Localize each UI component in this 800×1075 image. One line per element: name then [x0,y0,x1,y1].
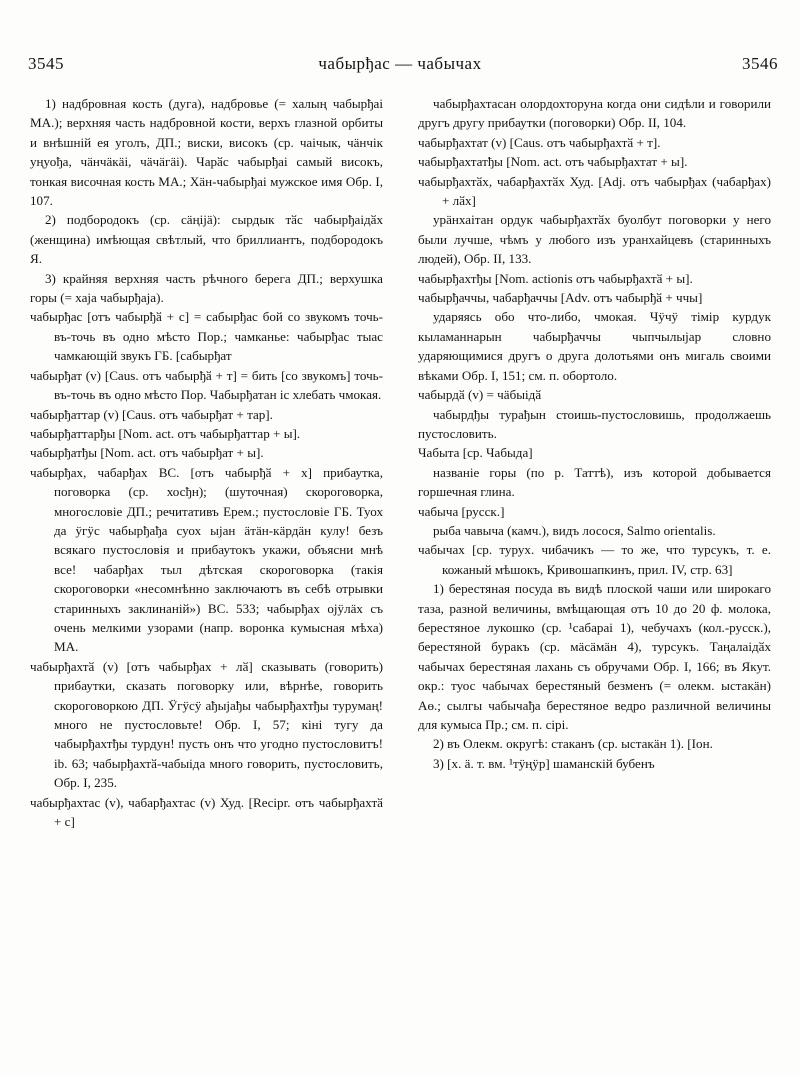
dictionary-entry: чабырђатђы [Nom. act. отъ чабырђат + ы]. [30,445,264,461]
dictionary-entry: чабырђахтӑ (v) [отъ чабырђах + лӑ] сказывать (говорить) прибаутки, сказать поговорку или, вѣрнѣе, говорить скороговоркою ДП. Ӱгӱсӱ ађыјађы чабырђахтђы турумаң! много не пустословьте! Обр. I, 57; кіні тугу да чабырђахтђы турдун! пусть онъ что угодно пустословитъ! ib. 63; чабырђахтӑ-чабыіда много говорить, пустословить, Обр. I, 235. [30,658,383,791]
page-number-right: 3546 [742,54,778,73]
entry-sense: чабырдђы турађын стоишь-пустословишь, продолжаешь пустословить. [418,406,771,441]
dictionary-entry: чабырђаттар (v) [Caus. отъ чабырђат + тар]. [30,406,273,422]
running-header: чабырђас — чабычах [318,54,482,73]
entry-sense: 1) надбровная кость (дуга), надбровье (= халың чабырђаі МА.); верхняя часть надбровной кости, верхъ глазной орбиты и внѣшній ея уголъ, ДП.; виски, високъ (ср. чаічык, чӓнчік уңуођа, чӓнчӓкӓі, чӓчӓгӓі). Чарӑс чабырђаі самый високъ, тонкая височная кость МА.; Хӓн-чабырђаі мужское имя Обр. I, 107. [30,96,383,209]
dictionary-entry: чабырђахтђы [Nom. actionis отъ чабырђахтӑ + ы]. [418,270,693,286]
entry-sense: названіе горы (по р. Таттѣ), изъ которой добывается горшечная глина. [418,464,771,500]
dictionary-entry: чабырђас [отъ чабырђӑ + с] = сабырђас бой со звукомъ точь-въ-точь въ одно мѣсто Пор.; чамканье: чабырђас тыас чамкающій звукъ ГБ. [сабырђат [30,309,383,364]
entry-sense: рыба чавыча (камч.), видъ лосося, Salmo orientalis. [433,522,716,538]
entry-sense: урӓнхаітан ордук чабырђахтӑх буолбут поговорки у него были лучше, чѣмъ у любого изъ уранхайцевъ (старинныхъ людей), Обр. II, 133. [418,212,771,267]
entry-sense: 3) [х. ӓ. т. вм. ¹тӱңӱр] шаманскій бубенъ [433,755,655,771]
dictionary-entry: чабырђат (v) [Caus. отъ чабырђӑ + т] = бить [со звукомъ] точь-въ-точь въ одно мѣсто Пор. Чабырђатан іс хлебать чмокая. [30,367,383,403]
dictionary-entry: чабыча [русск.] [418,503,505,519]
dictionary-entry: чабычах [ср. турух. чибачикъ — то же, что турсукъ, т. е. кожаный мѣшокъ, Кривошапкинъ, прил. IV, стр. 63] [418,542,771,577]
dictionary-entry: чабырђахтас (v), чабарђахтас (v) Худ. [Recipr. отъ чабырђахтӑ + с] [30,794,383,830]
entry-sense: 2) подбородокъ (ср. сӓңijӓ): сырдык тӑс чабырђаідӑх (женщина) имѣющая свѣтлый, что бриллиантъ, подбородокъ Я. [30,212,383,267]
entry-sense: 1) берестяная посуда въ видѣ плоской чаши или широкаго таза, разной величины, вмѣщающая отъ 10 до 20 ф. молока, берестяное лукошко (ср. ¹сабараі 1), чебучахъ (кол.-русск.), берестяной буракъ (ср. мӓсӓмӓн 4), турсукъ. Таңалаідӑх чабычах берестяная лахань съ обручами Обр. I, 166; въ Якут. окр.: туос чабычах берестяный безменъ (= олекм. ыстакӓн) Аө.; сылгы чабычађа берестяное ведро различной величины для кумыса Пр.; см. п. сірі. [418,581,771,732]
dictionary-entry: Чабыта [ср. Чабыда] [418,445,533,461]
dictionary-entry: чабырђаччы, чабарђаччы [Adv. отъ чабырђӑ + ччы] [418,290,703,306]
entry-sense: чабырђахтасан олордохторуна когда они сидѣли и говорили другъ другу прибаутки (поговорки) Обр. II, 104. [418,96,771,131]
entry-sense: ударяясь обо что-либо, чмокая. Чӱчӱ тімір курдук кыламаннарын чабырђаччы чыпчылыјар словно ударяющимися другъ о друга долотьями онъ мигаль своими вѣками Обр. I, 151; см. п. обортоло. [418,309,771,383]
dictionary-entry: чабырдӑ (v) = чӓбыідӑ [418,387,542,403]
left-column [30,94,383,1066]
dictionary-entry: чабырђахтӑх, чабарђахтӑх Худ. [Adj. отъ чабырђах (чабарђах) + лӑх] [418,173,771,209]
entry-sense: 2) въ Олекм. округѣ: стаканъ (ср. ыстакӓн 1). [Іон. [433,736,713,752]
page-number-left: 3545 [28,54,64,73]
dictionary-entry: чабырђах, чабарђах ВС. [отъ чабырђӑ + х] прибаутка, поговорка (ср. хосђн); (шуточная) скороговорка, многословіе ДП.; речитативъ Ерем.; пустословіе ГБ. Туох да ӱгӱс чабырђађа суох ыјан ӓтӓн-кӓрдӓн кулу! безъ всякаго пустословія и прибаутокъ укажи, объясни мнѣ все! чабарђах тыл дѣтская скороговорка (такія скороговорки «несомнѣнно заключаютъ въ себѣ отрывки старинныхъ заклинаній») ВС. 533; чабырђах ојӱлӓх съ очень мелкими узорами (напр. воронка кумысная мѣха) МА. [30,464,383,655]
entry-sense: 3) крайняя верхняя часть рѣчного берега ДП.; верхушка горы (= хаја чабырђаја). [30,270,383,306]
dictionary-entry: чабырђахтат (v) [Caus. отъ чабырђахтӑ + т]. [418,134,661,150]
right-column [418,94,771,1066]
dictionary-entry: чабырђахтатђы [Nom. act. отъ чабырђахтат + ы]. [418,154,688,170]
dictionary-entry: чабырђаттарђы [Nom. act. отъ чабырђаттар + ы]. [30,425,301,441]
